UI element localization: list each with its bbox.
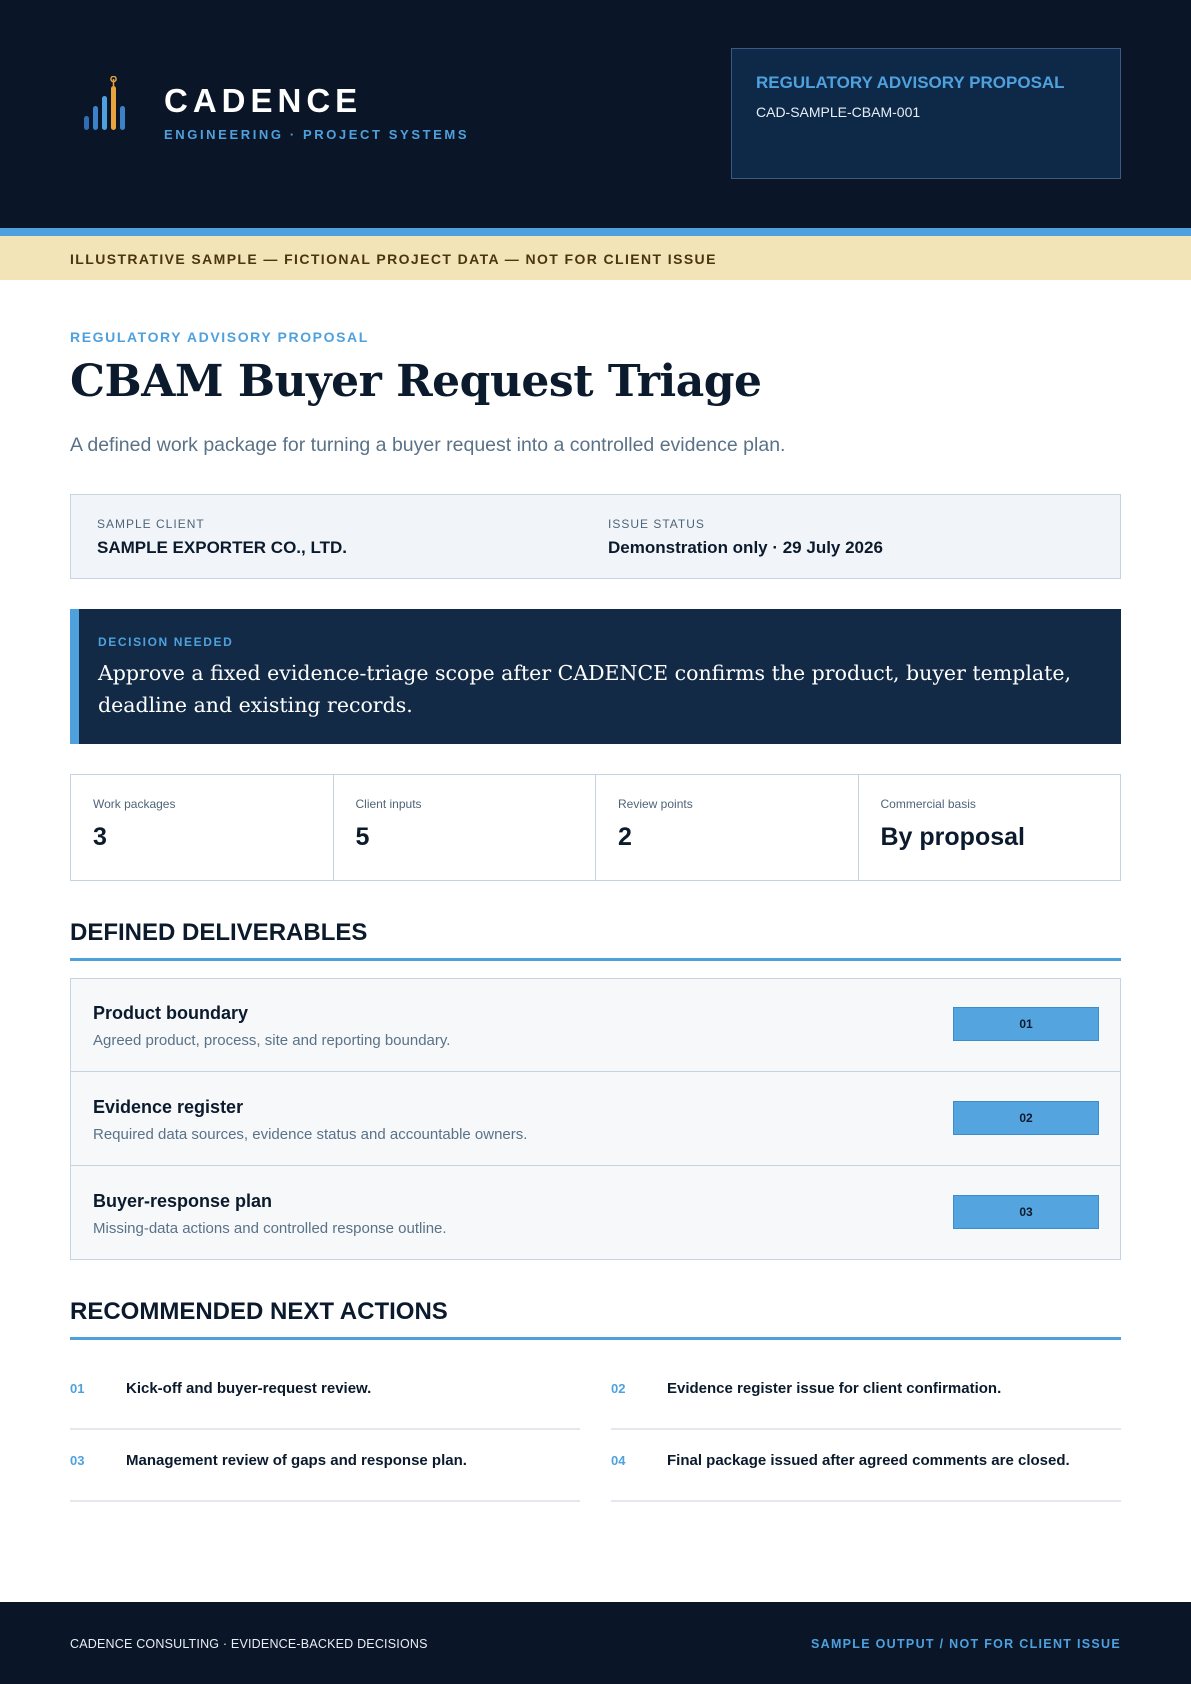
header-accent-stripe xyxy=(0,228,1191,236)
stat-value: By proposal xyxy=(880,823,1025,851)
action-text: Kick-off and buyer-request review. xyxy=(126,1380,372,1397)
section-rule xyxy=(70,1337,1121,1340)
deliverable-title: Buyer-response plan xyxy=(93,1191,273,1211)
action-text: Evidence register issue for client confirmation. xyxy=(667,1380,1002,1397)
deliverable-item xyxy=(71,979,1120,1072)
brand-name: CADENCE xyxy=(164,82,363,119)
action-item xyxy=(611,1430,1121,1502)
action-item xyxy=(70,1430,580,1502)
action-number: 04 xyxy=(611,1453,626,1468)
document-reference-box xyxy=(731,48,1121,179)
document-type: REGULATORY ADVISORY PROPOSAL xyxy=(756,73,1065,92)
deliverable-desc: Agreed product, process, site and reporting boundary. xyxy=(93,1032,451,1049)
deliverables-list xyxy=(70,978,1121,1260)
client-value: SAMPLE EXPORTER CO., LTD. xyxy=(97,538,347,557)
footer-sample-notice: SAMPLE OUTPUT / NOT FOR CLIENT ISSUE xyxy=(810,1637,1121,1651)
stat-label: Work packages xyxy=(93,797,176,811)
decision-text: Approve a fixed evidence-triage scope after CADENCE confirms the product, buyer template, deadline and existing records. xyxy=(98,661,1071,717)
deliverable-desc: Required data sources, evidence status and accountable owners. xyxy=(93,1126,528,1143)
status-meta xyxy=(608,517,883,558)
stat-client-inputs xyxy=(334,775,597,880)
action-text: Management review of gaps and response plan. xyxy=(126,1452,467,1469)
banner-text: ILLUSTRATIVE SAMPLE — FICTIONAL PROJECT DATA — NOT FOR CLIENT ISSUE xyxy=(70,251,717,267)
footer-company: CADENCE CONSULTING · EVIDENCE-BACKED DECISIONS xyxy=(70,1637,428,1651)
deliverable-title: Evidence register xyxy=(93,1097,244,1117)
stat-commercial-basis xyxy=(859,775,1121,880)
deliverable-title: Product boundary xyxy=(93,1003,249,1023)
deliverable-item xyxy=(71,1073,1120,1166)
deliverable-number-badge: 01 xyxy=(953,1007,1099,1041)
client-meta xyxy=(97,517,347,558)
action-number: 02 xyxy=(611,1381,626,1396)
status-label: ISSUE STATUS xyxy=(608,517,705,531)
status-value: Demonstration only · 29 July 2026 xyxy=(608,538,883,557)
deliverable-number-badge: 02 xyxy=(953,1101,1099,1135)
sample-warning-banner xyxy=(0,236,1191,280)
client-label: SAMPLE CLIENT xyxy=(97,517,205,531)
stat-label: Review points xyxy=(618,797,693,811)
stat-value: 2 xyxy=(618,823,632,851)
action-item xyxy=(70,1358,580,1430)
stat-label: Commercial basis xyxy=(880,797,976,811)
document-reference: CAD-SAMPLE-CBAM-001 xyxy=(756,104,921,120)
deliverable-item xyxy=(71,1167,1120,1260)
deliverable-number-badge: 03 xyxy=(953,1195,1099,1229)
actions-heading: RECOMMENDED NEXT ACTIONS xyxy=(70,1298,448,1325)
section-rule xyxy=(70,958,1121,961)
client-meta-box xyxy=(70,494,1121,579)
stat-review-points xyxy=(596,775,859,880)
stat-value: 3 xyxy=(93,823,107,851)
deliverables-heading: DEFINED DELIVERABLES xyxy=(70,919,368,946)
action-text: Final package issued after agreed comments are closed. xyxy=(667,1452,1070,1469)
page-title: CBAM Buyer Request Triage xyxy=(70,356,762,407)
hero-eyebrow: REGULATORY ADVISORY PROPOSAL xyxy=(70,329,369,345)
deliverable-desc: Missing-data actions and controlled response outline. xyxy=(93,1220,447,1237)
stat-label: Client inputs xyxy=(355,797,422,811)
page-footer xyxy=(0,1602,1191,1684)
page-header xyxy=(0,0,1191,228)
action-number: 03 xyxy=(70,1453,85,1468)
brand-tagline: ENGINEERING · PROJECT SYSTEMS xyxy=(164,127,470,142)
action-number: 01 xyxy=(70,1381,85,1396)
action-item xyxy=(611,1358,1121,1430)
stat-value: 5 xyxy=(355,823,370,851)
stat-work-packages xyxy=(71,775,334,880)
signal-bars-logo-icon xyxy=(82,76,132,136)
decision-label: DECISION NEEDED xyxy=(98,635,234,649)
summary-stats xyxy=(70,774,1121,881)
page-subtitle: A defined work package for turning a buyer request into a controlled evidence plan. xyxy=(70,434,786,456)
